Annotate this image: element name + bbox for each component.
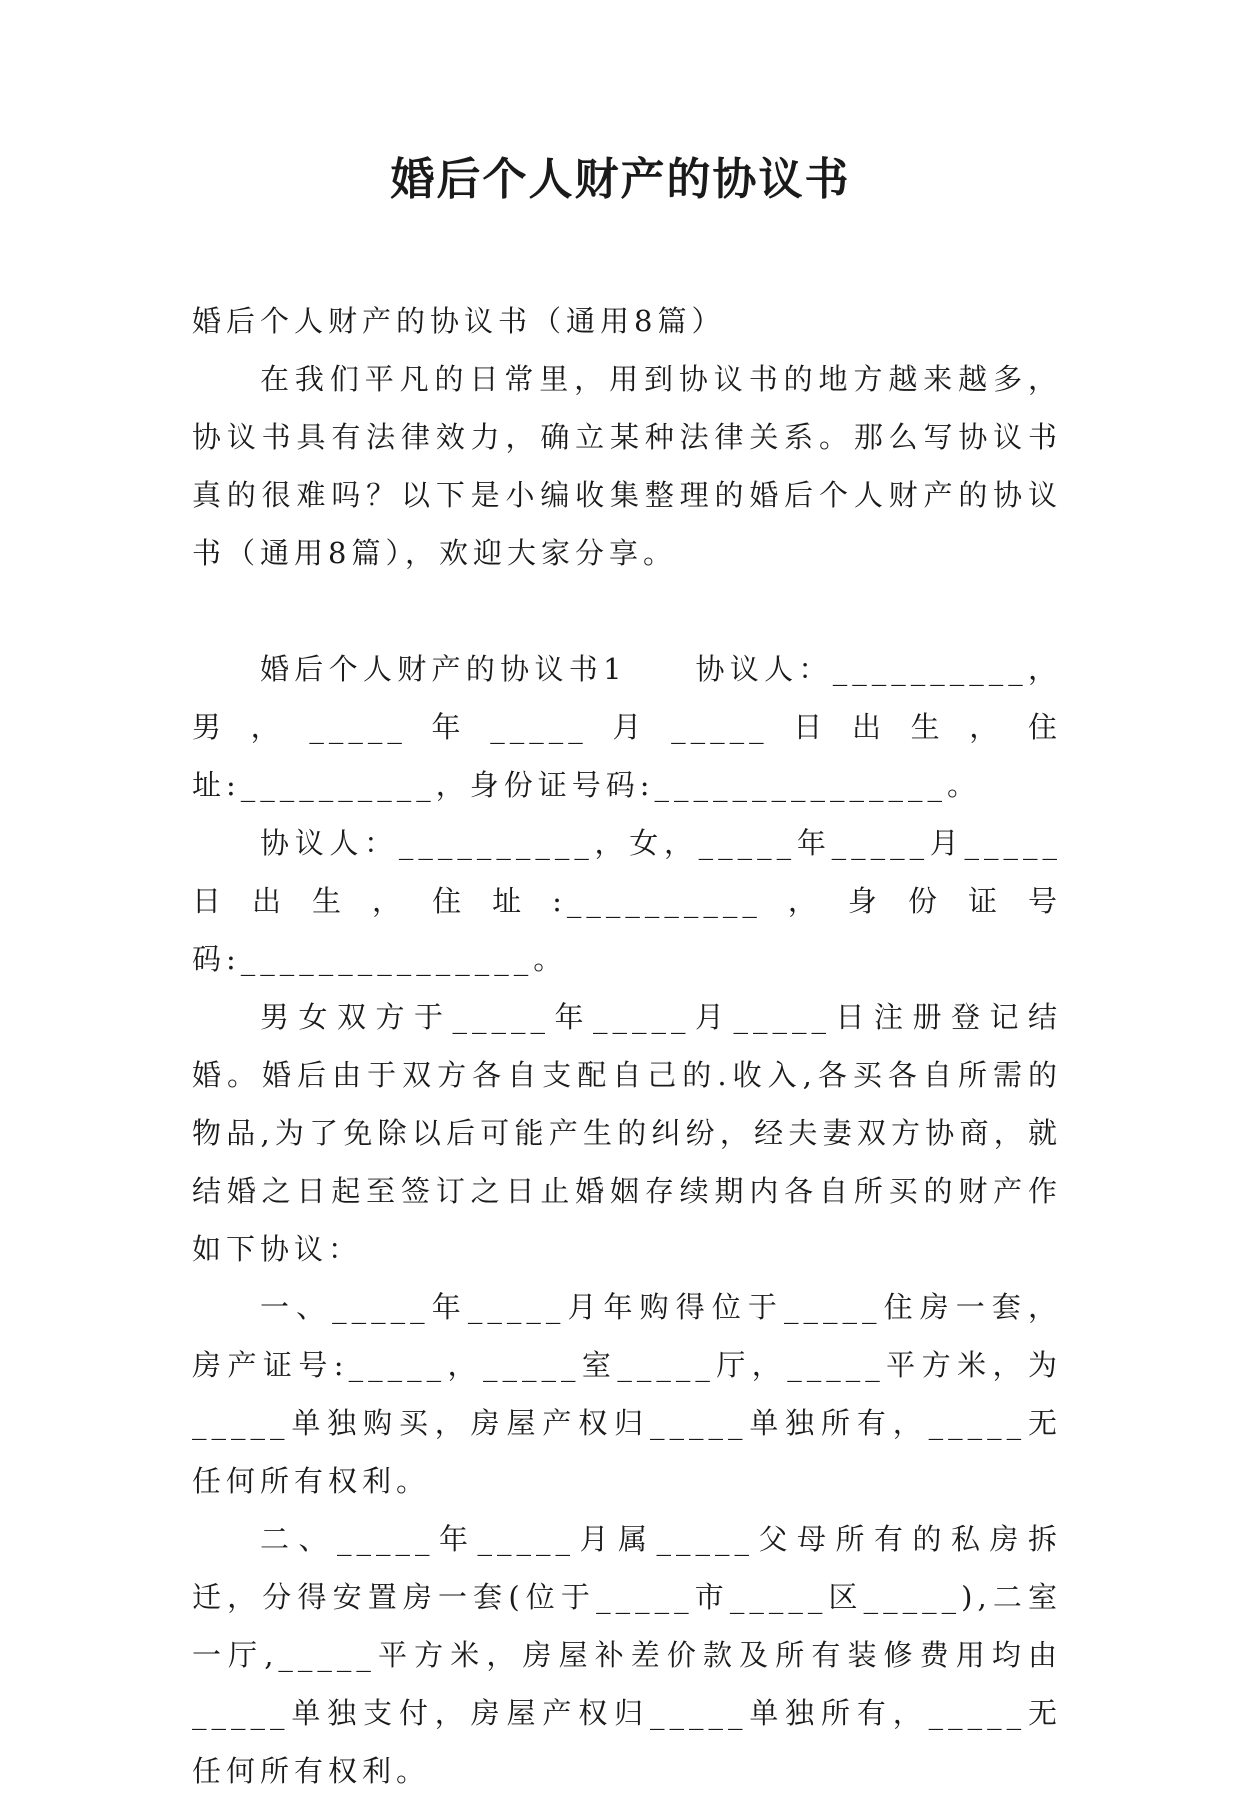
document-body bbox=[192, 292, 1062, 1800]
agreement-party-female-paragraph: 协议人：__________，女，_____年_____月_____日出生，住址:__________，身份证号码:_______________。 bbox=[192, 826, 1062, 976]
document-title: 婚后个人财产的协议书 bbox=[390, 154, 851, 205]
subtitle-paragraph: 婚后个人财产的协议书（通用8篇） bbox=[192, 304, 726, 338]
agreement-party-male-paragraph: 婚后个人财产的协议书1 协议人：__________，男，_____年_____月_____日出生，住址:__________，身份证号码:_______________。 bbox=[192, 652, 1062, 802]
marriage-registration-paragraph: 男女双方于_____年_____月_____日注册登记结婚。婚后由于双方各自支配自己的.收入,各买各自所需的物品,为了免除以后可能产生的纠纷，经夫妻双方协商，就结婚之日起至签订之日止婚姻存续期内各自所买的财产作如下协议： bbox=[192, 1000, 1062, 1266]
intro-paragraph: 在我们平凡的日常里，用到协议书的地方越来越多，协议书具有法律效力，确立某种法律关系。那么写协议书真的很难吗？以下是小编收集整理的婚后个人财产的协议书（通用8篇），欢迎大家分享。 bbox=[192, 362, 1062, 570]
clause-two-paragraph: 二、_____年_____月属_____父母所有的私房拆迁，分得安置房一套(位于_____市_____区_____),二室一厅,_____平方米，房屋补差价款及所有装修费用均由_____单独支付，房屋产权归_____单独所有，_____无任何所有权利。 bbox=[192, 1522, 1062, 1788]
clause-one-paragraph: 一、_____年_____月年购得位于_____住房一套，房产证号:_____，_____室_____厅，_____平方米，为_____单独购买，房屋产权归_____单独所有，_____无任何所有权利。 bbox=[192, 1290, 1062, 1498]
